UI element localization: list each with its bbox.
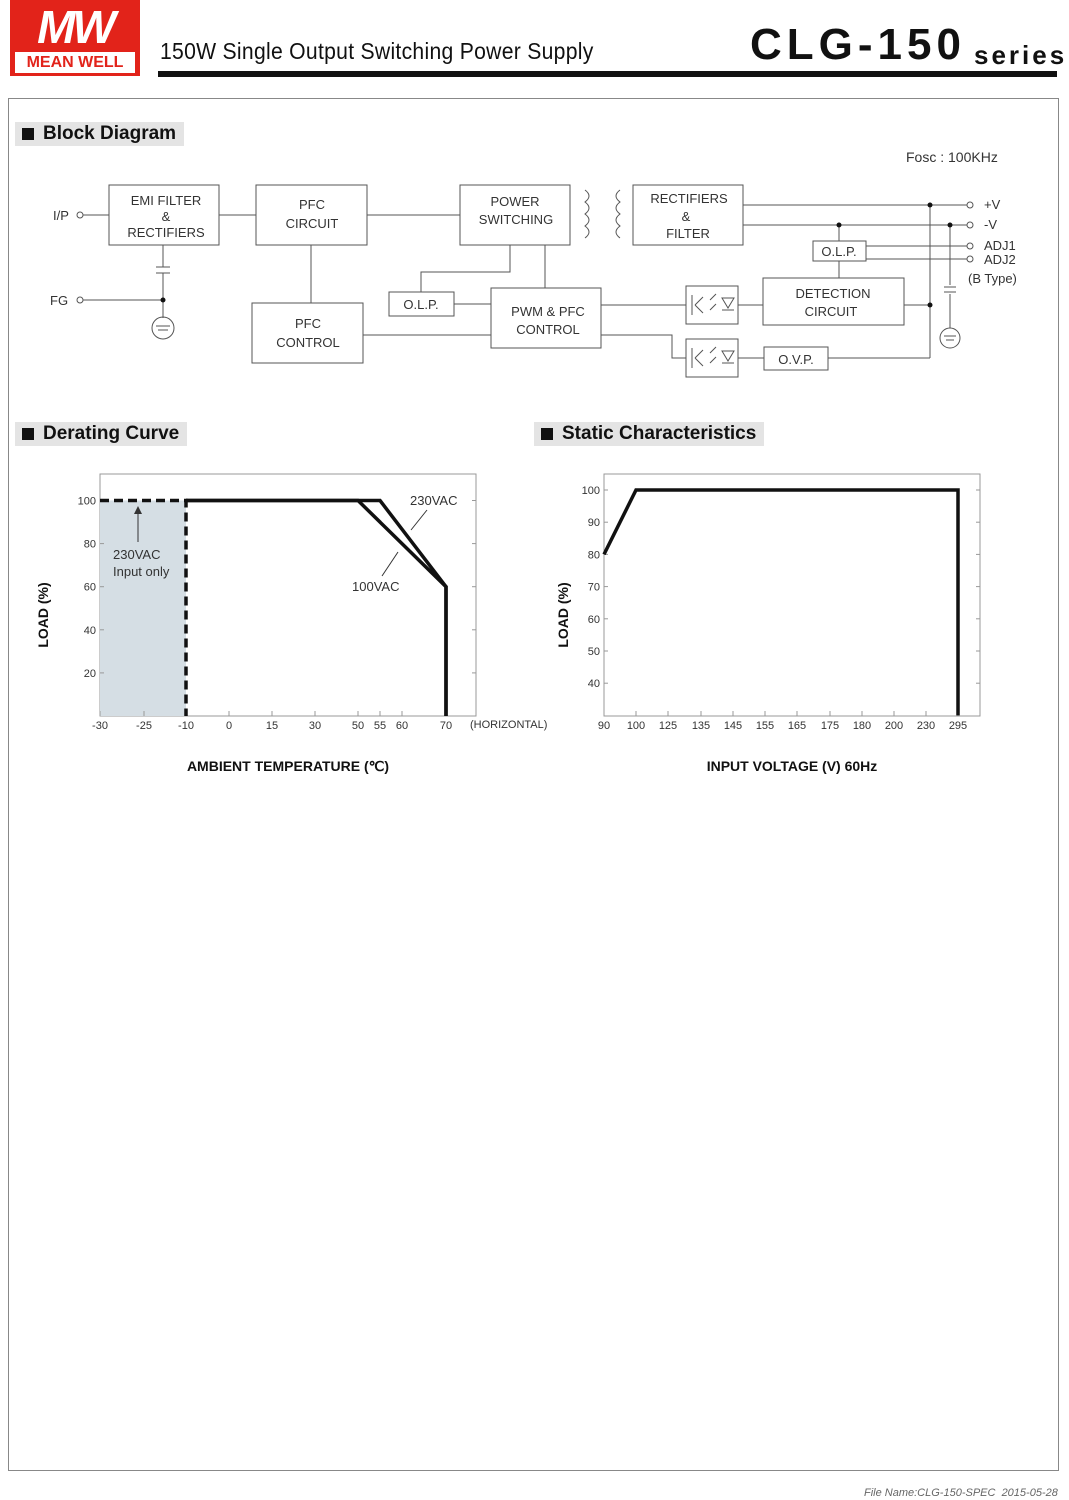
y-tick-label: 40 <box>83 624 96 637</box>
emi-label-3: RECTIFIERS <box>127 225 205 240</box>
logo-mark: MW <box>37 1 113 48</box>
y-tick-label: 50 <box>587 646 600 658</box>
shaded-region <box>100 501 186 717</box>
series-line-1 <box>186 501 446 717</box>
x-axis-label: INPUT VOLTAGE (V) 60Hz <box>706 758 878 774</box>
y-axis-label: LOAD (%) <box>35 582 51 648</box>
static-characteristics-chart <box>540 460 1040 790</box>
x-tick-label: 60 <box>395 720 409 732</box>
bullet-icon <box>22 428 34 440</box>
x-tick-label: 0 <box>225 720 233 732</box>
detection-label-2: CIRCUIT <box>804 304 858 319</box>
y-tick-label: 60 <box>83 581 96 594</box>
pwm-label-2: CONTROL <box>516 322 580 337</box>
y-tick-label: 90 <box>587 517 600 530</box>
olp-input-label: O.L.P. <box>403 297 439 312</box>
rectifiers-label-3: FILTER <box>666 226 710 241</box>
olp-output-label: O.L.P. <box>821 244 857 259</box>
x-tick-label: 70 <box>439 720 453 732</box>
fg-label: FG <box>50 293 69 308</box>
x-suffix-label: (HORIZONTAL) <box>470 719 548 731</box>
model-name: CLG-150 <box>750 20 966 69</box>
x-tick-label: 295 <box>948 720 968 732</box>
x-tick-label: 55 <box>373 720 387 732</box>
rectifiers-label-1: RECTIFIERS <box>650 191 728 206</box>
pwm-label-1: PWM & PFC <box>511 304 585 319</box>
x-tick-label: 15 <box>265 720 279 732</box>
fosc-label: Fosc : 100KHz <box>906 149 998 165</box>
power-switching-label-1: POWER <box>490 194 540 209</box>
x-tick-label: -25 <box>136 720 152 732</box>
footer <box>864 1487 1058 1499</box>
x-tick-label: 30 <box>308 720 322 732</box>
y-tick-label: 40 <box>587 678 600 691</box>
y-axis-label: LOAD (%) <box>555 582 571 648</box>
derating-chart <box>0 460 560 790</box>
series-label: series <box>974 40 1068 70</box>
x-tick-label: -30 <box>92 720 108 732</box>
x-tick-label: 145 <box>723 720 743 732</box>
b-type-label: (B Type) <box>968 271 1017 286</box>
leader-line <box>411 510 427 530</box>
emi-label-1: EMI FILTER <box>130 193 202 208</box>
shaded-label-1: 230VAC <box>113 547 161 562</box>
y-tick-label: 20 <box>83 667 96 680</box>
x-tick-label: 200 <box>884 720 904 732</box>
x-tick-label: 135 <box>691 720 711 732</box>
pfc-control-label-2: CONTROL <box>276 335 340 350</box>
section-title: Derating Curve <box>43 423 180 444</box>
output-adj2: ADJ2 <box>984 252 1016 267</box>
x-tick-label: 100 <box>626 720 646 732</box>
product-subtitle: 150W Single Output Switching Power Supply <box>160 38 594 64</box>
y-tick-label: 60 <box>587 613 600 626</box>
series-line-0 <box>604 490 958 715</box>
transformer-secondary <box>616 190 620 238</box>
x-tick-label: 125 <box>658 720 678 732</box>
x-tick-label: 50 <box>351 720 365 732</box>
y-tick-label: 100 <box>77 495 96 508</box>
section-title: Static Characteristics <box>562 423 757 444</box>
file-name: File Name:CLG-150-SPEC <box>864 1487 996 1499</box>
pfc-control-label-1: PFC <box>295 316 321 331</box>
shaded-label-2: Input only <box>113 564 170 579</box>
x-axis-label: AMBIENT TEMPERATURE (℃) <box>186 758 390 774</box>
section-derating <box>15 422 187 446</box>
output-minus-v: -V <box>984 217 997 232</box>
emi-label-2: & <box>161 209 171 224</box>
output-plus-v: +V <box>984 197 1001 212</box>
file-date: 2015-05-28 <box>1001 1487 1058 1499</box>
x-tick-label: 155 <box>755 720 775 732</box>
pfc-control-box <box>252 303 363 363</box>
x-tick-label: 230 <box>916 720 936 732</box>
y-tick-label: 100 <box>581 485 600 497</box>
section-static <box>534 422 764 446</box>
section-title: Block Diagram <box>43 123 177 144</box>
transformer-primary <box>585 190 589 238</box>
rectifiers-label-2: & <box>681 209 691 224</box>
pfc-circuit-box <box>256 185 367 245</box>
pfc-circuit-label-2: CIRCUIT <box>285 216 339 231</box>
x-tick-label: -10 <box>178 720 194 732</box>
x-tick-label: 180 <box>852 720 872 732</box>
series-line-0 <box>186 501 446 717</box>
block-diagram <box>0 0 1069 400</box>
power-switching-label-2: SWITCHING <box>478 212 554 227</box>
y-tick-label: 70 <box>587 581 600 594</box>
detection-label-1: DETECTION <box>795 286 871 301</box>
plot-frame <box>604 474 980 716</box>
series-label-230vac: 230VAC <box>410 493 458 508</box>
y-tick-label: 80 <box>587 549 600 562</box>
bullet-icon <box>541 428 553 440</box>
x-tick-label: 175 <box>820 720 840 732</box>
ovp-label: O.V.P. <box>778 352 814 367</box>
x-tick-label: 90 <box>597 720 611 732</box>
output-adj1: ADJ1 <box>984 238 1016 253</box>
logo-name: MEAN WELL <box>15 52 135 73</box>
y-tick-label: 80 <box>83 538 96 551</box>
ip-label: I/P <box>53 208 69 223</box>
x-tick-label: 165 <box>787 720 807 732</box>
leader-line <box>382 552 398 576</box>
series-label-100vac: 100VAC <box>352 579 400 594</box>
pfc-circuit-label-1: PFC <box>299 197 325 212</box>
